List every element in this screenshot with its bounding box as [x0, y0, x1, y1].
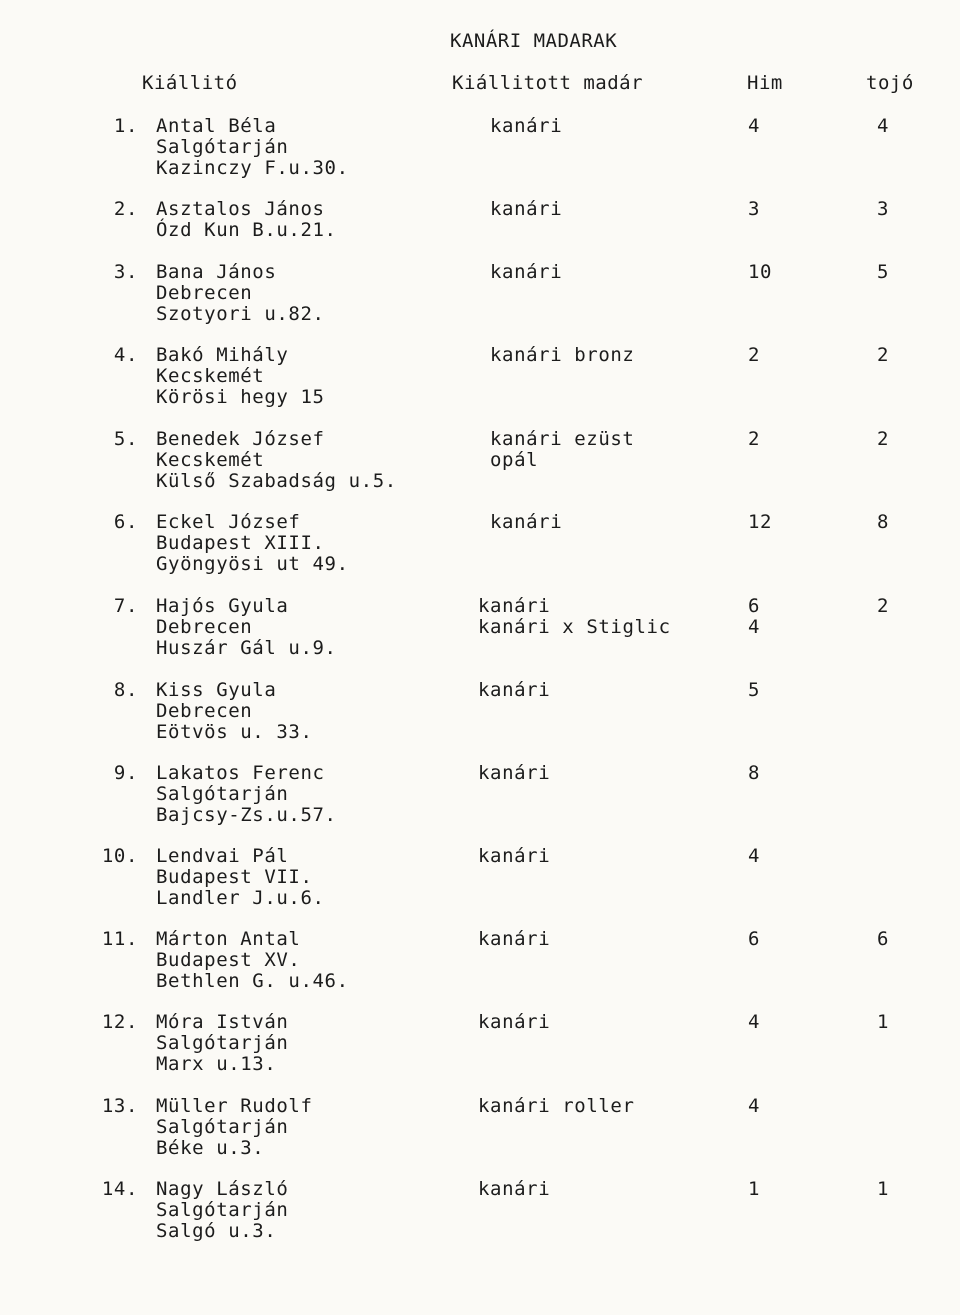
exhibitor-name: Nagy László: [156, 1178, 289, 1200]
exhibitor-info: [156, 1012, 288, 1075]
exhibitor-info: [156, 680, 313, 743]
bird-type: opál: [490, 449, 539, 471]
female-count: 2: [877, 595, 890, 617]
exhibitor-info: [156, 1179, 288, 1242]
exhibitor-city: Kecskemét: [156, 449, 265, 471]
male-count: [748, 680, 760, 701]
bird-types: [478, 680, 550, 701]
bird-type: kanári: [478, 1178, 551, 1200]
bird-type: kanári: [478, 845, 551, 867]
female-count: 5: [877, 261, 890, 283]
male-count: [748, 116, 760, 137]
exhibitor-address: Béke u.3.: [156, 1137, 265, 1159]
female-count: 2: [877, 428, 890, 450]
exhibitor-name: Lakatos Ferenc: [156, 762, 325, 784]
exhibitor-name: Márton Antal: [156, 928, 301, 950]
male-count-value: 8: [748, 762, 761, 784]
exhibitor-city: Kecskemét: [156, 365, 265, 387]
exhibitor-city: Budapest XV.: [156, 949, 301, 971]
exhibitor-address: Gyöngyösi ut 49.: [156, 553, 349, 575]
bird-types: [478, 846, 550, 867]
exhibitor-address: Eötvös u. 33.: [156, 721, 313, 743]
exhibitor-city: Debrecen: [156, 616, 253, 638]
male-count-value: 4: [748, 845, 761, 867]
exhibitor-city: Debrecen: [156, 282, 253, 304]
exhibitor-address: Körösi hegy 15: [156, 386, 325, 408]
female-count: 2: [877, 344, 890, 366]
exhibitor-address: Salgó u.3.: [156, 1220, 277, 1242]
exhibitor-name: Móra István: [156, 1011, 289, 1033]
exhibitor-info: [156, 763, 337, 826]
exhibitor-city: Salgótarján: [156, 136, 289, 158]
male-count-value: 5: [748, 679, 761, 701]
header-exhibitor: Kiállitó: [142, 72, 238, 94]
exhibitor-name: Eckel József: [156, 511, 301, 533]
entry-number: 3.: [113, 261, 138, 283]
male-count: [748, 345, 760, 366]
exhibitor-name: Benedek József: [156, 428, 325, 450]
header-bird: Kiállitott madár: [452, 72, 644, 94]
entry-number: 11.: [101, 928, 138, 950]
female-count: 3: [877, 198, 890, 220]
exhibitor-address: Landler J.u.6.: [156, 887, 325, 909]
exhibitor-name: Bakó Mihály: [156, 344, 289, 366]
entry-number: 5.: [113, 428, 138, 450]
male-count-value: 4: [748, 1095, 761, 1117]
bird-type: kanári: [490, 115, 563, 137]
female-count: 1: [877, 1011, 890, 1033]
bird-type: kanári: [490, 261, 563, 283]
page-title: KANÁRI MADARAK: [450, 30, 618, 52]
exhibitor-name: Lendvai Pál: [156, 845, 289, 867]
exhibitor-city: Salgótarján: [156, 1116, 289, 1138]
female-count: 4: [877, 115, 890, 137]
exhibitor-name: Müller Rudolf: [156, 1095, 313, 1117]
bird-type: kanári: [478, 679, 551, 701]
male-count: [748, 429, 760, 450]
male-count-value: 4: [748, 616, 761, 638]
bird-types: [478, 1096, 635, 1117]
bird-type: kanári bronz: [490, 344, 635, 366]
entry-number: 7.: [113, 595, 138, 617]
male-count: [748, 512, 772, 533]
male-count: [748, 1096, 760, 1117]
entry-number: 14.: [101, 1178, 138, 1200]
exhibitor-info: [156, 429, 397, 492]
entry-number: 4.: [113, 344, 138, 366]
male-count: [748, 596, 760, 638]
male-count-value: 4: [748, 115, 761, 137]
exhibitor-name: Asztalos János: [156, 198, 325, 220]
female-count: 8: [877, 511, 890, 533]
entry-number: 12.: [101, 1011, 138, 1033]
entry-number: 8.: [113, 679, 138, 701]
bird-type: kanári: [490, 511, 563, 533]
male-count: [748, 763, 760, 784]
female-count: 1: [877, 1178, 890, 1200]
exhibitor-name: Hajós Gyula: [156, 595, 289, 617]
bird-type: kanári: [478, 595, 551, 617]
female-count: 6: [877, 928, 890, 950]
header-him: Him: [747, 72, 783, 94]
bird-types: [478, 1012, 550, 1033]
bird-type: kanári: [490, 198, 563, 220]
exhibitor-info: [156, 596, 337, 659]
exhibitor-address: Huszár Gál u.9.: [156, 637, 337, 659]
exhibitor-info: [156, 262, 325, 325]
male-count-value: 6: [748, 928, 761, 950]
exhibitor-name: Bana János: [156, 261, 277, 283]
header-tojo: tojó: [866, 72, 914, 94]
male-count: [748, 1012, 760, 1033]
bird-types: [490, 262, 562, 283]
entry-number: 2.: [113, 198, 138, 220]
exhibitor-info: [156, 116, 349, 179]
exhibitor-address: Kazinczy F.u.30.: [156, 157, 349, 179]
male-count-value: 10: [748, 261, 773, 283]
exhibitor-address: Szotyori u.82.: [156, 303, 325, 325]
bird-types: [478, 596, 671, 638]
male-count: [748, 199, 760, 220]
male-count: [748, 262, 772, 283]
male-count-value: 2: [748, 344, 761, 366]
exhibitor-address: Bajcsy-Zs.u.57.: [156, 804, 337, 826]
bird-type: kanári roller: [478, 1095, 635, 1117]
male-count-value: 12: [748, 511, 773, 533]
bird-types: [478, 1179, 550, 1200]
bird-types: [490, 116, 562, 137]
exhibitor-info: [156, 846, 325, 909]
exhibitor-address: Bethlen G. u.46.: [156, 970, 349, 992]
male-count-value: 6: [748, 595, 761, 617]
exhibitor-city: Budapest VII.: [156, 866, 313, 888]
bird-types: [490, 429, 634, 471]
exhibitor-city: Salgótarján: [156, 783, 289, 805]
male-count-value: 2: [748, 428, 761, 450]
male-count-value: 3: [748, 198, 761, 220]
exhibitor-address: Külső Szabadság u.5.: [156, 470, 397, 492]
exhibitor-name: Antal Béla: [156, 115, 277, 137]
exhibitor-city: Salgótarján: [156, 1199, 289, 1221]
bird-types: [478, 763, 550, 784]
entry-number: 10.: [101, 845, 138, 867]
entry-number: 1.: [113, 115, 138, 137]
entry-number: 9.: [113, 762, 138, 784]
bird-types: [490, 199, 562, 220]
entry-number: 13.: [101, 1095, 138, 1117]
bird-types: [490, 345, 634, 366]
exhibitor-info: [156, 1096, 313, 1159]
bird-type: kanári: [478, 928, 551, 950]
exhibitor-city: Salgótarján: [156, 1032, 289, 1054]
exhibitor-city: Budapest XIII.: [156, 532, 325, 554]
exhibitor-address: Marx u.13.: [156, 1053, 277, 1075]
bird-types: [490, 512, 562, 533]
exhibitor-info: [156, 199, 337, 241]
bird-type: kanári x Stiglic: [478, 616, 671, 638]
bird-type: kanári: [478, 762, 551, 784]
male-count: [748, 846, 760, 867]
male-count: [748, 929, 760, 950]
bird-types: [478, 929, 550, 950]
exhibitor-city: Ózd Kun B.u.21.: [156, 219, 337, 241]
exhibitor-name: Kiss Gyula: [156, 679, 277, 701]
male-count-value: 4: [748, 1011, 761, 1033]
bird-type: kanári: [478, 1011, 551, 1033]
entry-number: 6.: [113, 511, 138, 533]
male-count: [748, 1179, 760, 1200]
bird-type: kanári ezüst: [490, 428, 635, 450]
male-count-value: 1: [748, 1178, 761, 1200]
exhibitor-city: Debrecen: [156, 700, 253, 722]
exhibitor-info: [156, 345, 325, 408]
exhibitor-info: [156, 512, 349, 575]
exhibitor-info: [156, 929, 349, 992]
